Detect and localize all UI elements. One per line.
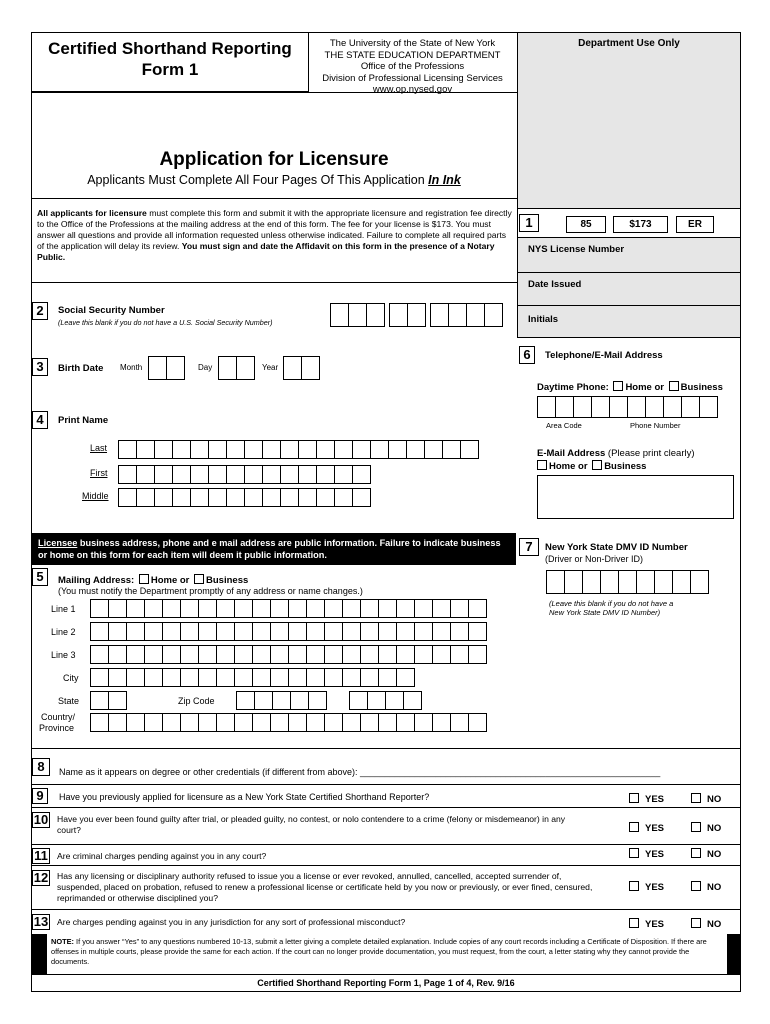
yes-checkbox[interactable] bbox=[629, 918, 639, 928]
yes-option[interactable] bbox=[627, 918, 664, 930]
phone-business-checkbox[interactable] bbox=[669, 381, 679, 391]
section-number-4: 4 bbox=[32, 411, 48, 429]
divider bbox=[517, 305, 741, 306]
address-line1-boxes[interactable] bbox=[90, 599, 486, 618]
question-text: Are charges pending against you in any jurisdiction for any sort of professional misconduct? bbox=[57, 917, 406, 927]
yes-option[interactable] bbox=[627, 848, 664, 860]
divider bbox=[31, 748, 741, 749]
divider bbox=[31, 282, 517, 283]
email-input[interactable] bbox=[537, 475, 734, 519]
zip-code-boxes[interactable] bbox=[236, 691, 421, 710]
mailing-address-label bbox=[58, 574, 248, 586]
birth-year-boxes[interactable] bbox=[283, 356, 319, 380]
ssn-boxes[interactable] bbox=[330, 303, 502, 327]
question-number: 13 bbox=[33, 914, 49, 929]
no-label: NO bbox=[707, 849, 722, 860]
email-type bbox=[537, 460, 646, 472]
notice-lead: Licensee bbox=[38, 538, 78, 548]
profession-code: 85 bbox=[566, 216, 606, 233]
first-name-label: First bbox=[90, 468, 108, 478]
phone-business-label: Business bbox=[680, 382, 723, 393]
middle-name-label: Middle bbox=[82, 491, 109, 501]
note-box bbox=[31, 934, 741, 974]
telephone-email-label: Telephone/E-Mail Address bbox=[545, 350, 663, 361]
main-title: Application for Licensure bbox=[159, 149, 389, 170]
yes-checkbox[interactable] bbox=[629, 848, 639, 858]
yes-checkbox[interactable] bbox=[629, 793, 639, 803]
question-text: Has any licensing or disciplinary authority refused to issue you a license or ever revoked, annulled, cancelled, accepted surrender of, suspended, placed on probation, refused to renew a professional license or certificate held by you now or previously, or ever fined, censured, reprimanded or otherwise disciplined you? bbox=[57, 871, 593, 903]
first-name-boxes[interactable] bbox=[118, 465, 370, 484]
agency-line: Division of Professional Licensing Services bbox=[322, 72, 503, 84]
fee-amount: $173 bbox=[613, 216, 668, 233]
initials-label: Initials bbox=[528, 314, 559, 325]
nys-license-number-label: NYS License Number bbox=[528, 244, 625, 255]
yes-label: YES bbox=[645, 823, 665, 834]
credential-name-prompt: Name as it appears on degree or other credentials (if different from above): ____________________________________________________________ bbox=[59, 767, 661, 777]
agency-line: Office of the Professions bbox=[360, 61, 465, 72]
yes-label: YES bbox=[645, 919, 665, 930]
dmv-id-boxes[interactable] bbox=[546, 570, 708, 594]
ssn-note: (Leave this blank if you do not have a U.S. Social Security Number) bbox=[58, 318, 273, 327]
yes-option[interactable] bbox=[627, 881, 664, 893]
province-label: Province bbox=[39, 723, 75, 733]
question-9 bbox=[31, 784, 741, 808]
intro-lead: All applicants for licensure bbox=[37, 208, 147, 218]
note-lead: NOTE: bbox=[51, 937, 74, 946]
divider bbox=[517, 337, 741, 338]
ssn-label: Social Security Number bbox=[58, 305, 165, 316]
date-issued-label: Date Issued bbox=[528, 279, 582, 290]
no-option[interactable] bbox=[689, 881, 721, 893]
question-text: Have you ever been found guilty after trial, or pleaded guilty, no contest, or nolo contendere to a crime (felony or misdemeanor) in any court? bbox=[57, 814, 566, 835]
yes-checkbox[interactable] bbox=[629, 881, 639, 891]
birth-date-label: Birth Date bbox=[58, 363, 104, 374]
state-boxes[interactable] bbox=[90, 691, 126, 710]
section-number-7: 7 bbox=[519, 538, 539, 556]
agency-block bbox=[310, 38, 515, 96]
no-checkbox[interactable] bbox=[691, 881, 701, 891]
intro-paragraph bbox=[37, 208, 513, 263]
yes-label: YES bbox=[645, 794, 665, 805]
divider bbox=[31, 974, 741, 975]
dmv-note-line2: New York State DMV ID Number) bbox=[549, 608, 661, 617]
page-footer: Certified Shorthand Reporting Form 1, Page 1 of 4, Rev. 9/16 bbox=[257, 978, 515, 988]
mailing-business-label: Business bbox=[206, 575, 249, 586]
middle-name-boxes[interactable] bbox=[118, 488, 370, 507]
yes-label: YES bbox=[645, 849, 665, 860]
country-boxes[interactable] bbox=[90, 713, 486, 732]
yes-option[interactable] bbox=[627, 793, 664, 805]
last-name-label: Last bbox=[90, 443, 108, 453]
agency-website: www.op.nysed.gov bbox=[372, 84, 453, 95]
city-boxes[interactable] bbox=[90, 668, 414, 687]
address-line1-label: Line 1 bbox=[51, 604, 76, 614]
intro-body: must complete this form and submit it with the appropriate licensure and registration fee directly to the Office of the Professions at the mailing address at the end of this form. The fee for your license is $173. You must answer all questions and provide all information requested unless otherwise indicated. Failure to complete all required parts of the application will delay its review. bbox=[37, 208, 512, 251]
no-label: NO bbox=[707, 919, 722, 930]
email-business-checkbox[interactable] bbox=[592, 460, 602, 470]
section-number-8: 8 bbox=[32, 758, 50, 776]
question-text: Are criminal charges pending against you in any court? bbox=[57, 851, 267, 861]
phone-boxes[interactable] bbox=[537, 396, 717, 418]
question-number: 10 bbox=[33, 812, 49, 827]
phone-home-checkbox[interactable] bbox=[613, 381, 623, 391]
address-line3-label: Line 3 bbox=[51, 650, 76, 660]
yes-checkbox[interactable] bbox=[629, 822, 639, 832]
yes-label: YES bbox=[645, 882, 665, 893]
agency-line: THE STATE EDUCATION DEPARTMENT bbox=[324, 49, 501, 61]
mailing-address-text: Mailing Address: bbox=[58, 575, 135, 586]
birth-month-label: Month bbox=[120, 363, 143, 372]
agency-line: The University of the State of New York bbox=[329, 38, 496, 49]
no-option[interactable] bbox=[689, 918, 721, 930]
email-home-label: Home or bbox=[549, 461, 588, 472]
daytime-phone-text: Daytime Phone: bbox=[537, 382, 609, 393]
department-use-panel bbox=[517, 32, 741, 337]
dmv-id-label: New York State DMV ID Number bbox=[545, 542, 688, 553]
divider bbox=[517, 272, 741, 273]
no-option[interactable] bbox=[689, 793, 721, 805]
print-name-label: Print Name bbox=[58, 415, 109, 426]
no-option[interactable] bbox=[689, 822, 721, 834]
department-use-heading: Department Use Only bbox=[578, 38, 680, 49]
mailing-home-label: Home or bbox=[150, 575, 190, 586]
item-number-1: 1 bbox=[519, 214, 539, 232]
city-label: City bbox=[63, 673, 79, 683]
no-label: NO bbox=[707, 794, 722, 805]
no-checkbox[interactable] bbox=[691, 793, 701, 803]
question-number: 12 bbox=[33, 870, 49, 885]
divider bbox=[31, 198, 517, 199]
email-business-label: Business bbox=[604, 461, 647, 472]
zip-code-label: Zip Code bbox=[178, 696, 215, 706]
question-text: Have you previously applied for licensure as a New York State Certified Shorthand Reporter? bbox=[59, 792, 430, 802]
notice-text: business address, phone and e mail address are public information. Failure to indicate business or home on this form for each item will deem it public information. bbox=[38, 538, 501, 560]
no-option[interactable] bbox=[689, 848, 721, 860]
daytime-phone-label bbox=[537, 381, 723, 393]
note-text: If you answer “Yes” to any questions numbered 10-13, submit a letter giving a complete detailed explanation. Include copies of any court records including a Certificate of Disposition. If there are offenses in multiple courts, please provide the same for each action. If the court can no longer provide documentation, you must request, from the court, a letter stating why they cannot provide the documents. bbox=[51, 937, 707, 966]
email-home-checkbox[interactable] bbox=[537, 460, 547, 470]
public-info-notice bbox=[32, 533, 516, 565]
question-number: 11 bbox=[32, 848, 50, 864]
no-label: NO bbox=[707, 823, 722, 834]
address-line3-boxes[interactable] bbox=[90, 645, 486, 664]
section-number-2: 2 bbox=[32, 302, 48, 320]
phone-number-label: Phone Number bbox=[630, 421, 681, 430]
no-label: NO bbox=[707, 882, 722, 893]
mailing-business-checkbox[interactable] bbox=[194, 574, 204, 584]
no-checkbox[interactable] bbox=[691, 848, 701, 858]
main-subtitle bbox=[31, 173, 517, 187]
dmv-id-sub: (Driver or Non-Driver ID) bbox=[545, 554, 644, 564]
question-13 bbox=[31, 910, 741, 934]
mailing-home-checkbox[interactable] bbox=[139, 574, 149, 584]
subtitle-text: Applicants Must Complete All Four Pages Of This Application bbox=[87, 173, 429, 187]
dmv-note-line1: (Leave this blank if you do not have a bbox=[549, 599, 674, 608]
country-label: Country/ bbox=[41, 712, 76, 722]
section-number-3: 3 bbox=[32, 358, 48, 376]
note-content bbox=[47, 934, 727, 974]
state-label: State bbox=[58, 696, 80, 706]
no-checkbox[interactable] bbox=[691, 918, 701, 928]
address-line2-boxes[interactable] bbox=[90, 622, 486, 641]
form-number: Form 1 bbox=[141, 60, 199, 79]
question-number: 9 bbox=[32, 788, 48, 804]
subtitle-emphasis: In Ink bbox=[428, 173, 461, 187]
section-number-6: 6 bbox=[519, 346, 535, 364]
email-label-text: E-Mail Address bbox=[537, 448, 606, 459]
address-line2-label: Line 2 bbox=[51, 627, 76, 637]
intro-tail: You must sign and date the Affidavit on this form in the presence of a Notary Public. bbox=[37, 241, 495, 262]
question-11 bbox=[31, 845, 741, 866]
no-checkbox[interactable] bbox=[691, 822, 701, 832]
email-note: (Please print clearly) bbox=[605, 448, 695, 459]
last-name-boxes[interactable] bbox=[118, 440, 478, 459]
section-number-5: 5 bbox=[32, 568, 48, 586]
birth-month-boxes[interactable] bbox=[148, 356, 184, 380]
yes-option[interactable] bbox=[627, 822, 664, 834]
email-label bbox=[537, 448, 695, 459]
question-10 bbox=[31, 808, 741, 845]
question-12 bbox=[31, 866, 741, 910]
fee-code: ER bbox=[676, 216, 714, 233]
area-code-label: Area Code bbox=[546, 421, 582, 430]
birth-year-label: Year bbox=[262, 363, 279, 372]
divider bbox=[31, 92, 517, 93]
birth-day-label: Day bbox=[198, 363, 213, 372]
form-title: Certified Shorthand Reporting bbox=[48, 39, 292, 58]
phone-home-label: Home or bbox=[625, 382, 664, 393]
birth-day-boxes[interactable] bbox=[218, 356, 254, 380]
mailing-address-note: (You must notify the Department promptly of any address or name changes.) bbox=[58, 586, 363, 596]
